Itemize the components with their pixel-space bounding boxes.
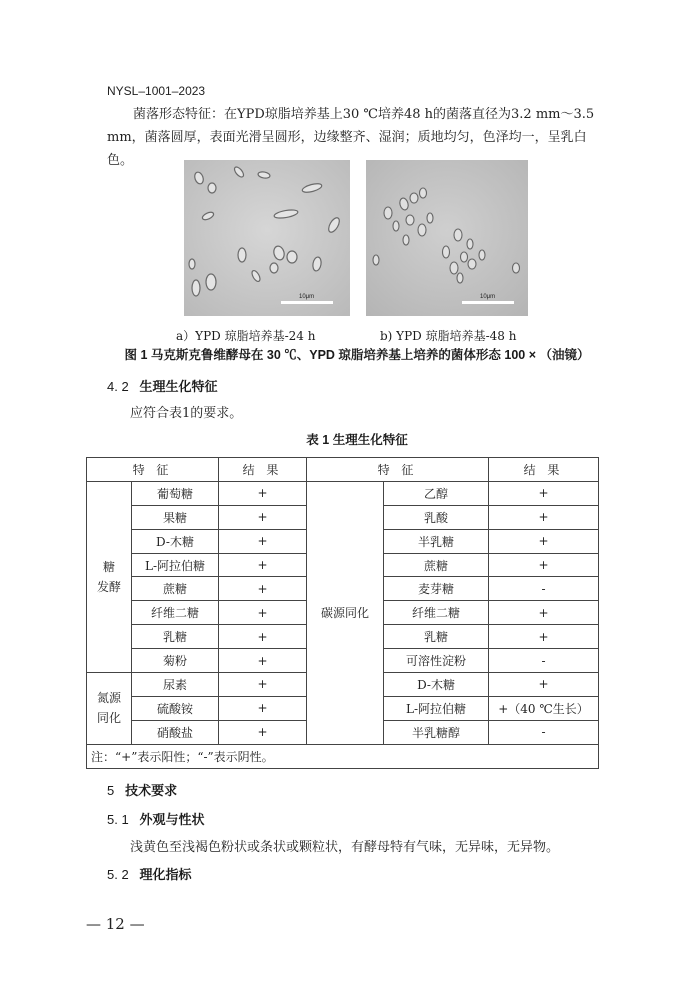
cell-result: + xyxy=(219,625,307,649)
section-number: 4. 2 xyxy=(107,379,129,394)
yeast-cell xyxy=(384,207,392,219)
table-header-row xyxy=(87,458,599,482)
yeast-cell xyxy=(373,255,379,265)
table-title: 表 1 生理生化特征 xyxy=(306,433,408,447)
cell-result: - xyxy=(489,577,599,601)
cell-result: + xyxy=(219,696,307,720)
characteristics-table xyxy=(86,457,599,769)
section-number: 5. 1 xyxy=(107,812,129,827)
section-4-2-text: 应符合表1的要求。 xyxy=(130,406,243,421)
cell-result: + xyxy=(219,481,307,505)
section-5-heading xyxy=(107,780,177,799)
yeast-cell xyxy=(513,263,520,273)
cell-name: 硝酸盐 xyxy=(132,720,219,744)
table-note: 注：“+”表示阳性；“-”表示阴性。 xyxy=(87,744,599,768)
cell-result: + xyxy=(219,601,307,625)
yeast-cell xyxy=(443,246,450,258)
section-number: 5. 2 xyxy=(107,867,129,882)
cell-result: +（40 ℃生长） xyxy=(489,696,599,720)
yeast-cell xyxy=(189,259,195,269)
cell-result: + xyxy=(219,553,307,577)
yeast-cell xyxy=(208,183,216,193)
cell-name: 葡萄糖 xyxy=(132,481,219,505)
yeast-cell xyxy=(206,274,216,290)
cell-result: + xyxy=(219,529,307,553)
cell-result: + xyxy=(489,505,599,529)
section-number: 5 xyxy=(107,783,115,798)
yeast-cell xyxy=(420,188,427,198)
cell-result: + xyxy=(219,720,307,744)
cell-result: - xyxy=(489,720,599,744)
cell-result: + xyxy=(489,601,599,625)
group-label-char: 氮源 xyxy=(96,691,121,706)
yeast-cell xyxy=(192,280,200,296)
caption-b: b) YPD 琼脂培养基-48 h xyxy=(380,329,517,343)
cell-name: L-阿拉伯糖 xyxy=(384,696,489,720)
section-title: 外观与性状 xyxy=(139,812,205,827)
cell-result: - xyxy=(489,649,599,673)
figure-title: 图 1 马克斯克鲁维酵母在 30 ℃、YPD 琼脂培养基上培养的菌体形态 100 × （油镜） xyxy=(124,348,590,362)
section-title: 理化指标 xyxy=(139,867,192,882)
cell-name: 乳糖 xyxy=(384,625,489,649)
cell-name: 乳糖 xyxy=(132,625,219,649)
yeast-cell xyxy=(468,259,476,269)
group-label-char: 发酵 xyxy=(96,579,121,594)
standard-code: NYSL–1001–2023 xyxy=(107,84,206,98)
cell-result: + xyxy=(219,649,307,673)
page-number: — 12 — xyxy=(86,915,145,933)
yeast-cell xyxy=(427,213,433,223)
yeast-cell xyxy=(418,224,426,236)
cell-name: 麦芽糖 xyxy=(384,577,489,601)
yeast-cell xyxy=(454,229,462,241)
scale-bar xyxy=(281,301,333,304)
yeast-cell xyxy=(450,262,458,274)
cell-name: 硫酸铵 xyxy=(132,696,219,720)
cell-name: 菊粉 xyxy=(132,649,219,673)
yeast-cell xyxy=(457,273,463,283)
caption-a: a）YPD 琼脂培养基-24 h xyxy=(176,329,316,343)
yeast-cell xyxy=(403,235,409,245)
section-5-1-text: 浅黄色至浅褐色粉状或条状或颗粒状，有酵母特有气味，无异味，无异物。 xyxy=(130,840,560,855)
group-label-char: 同化 xyxy=(96,711,121,726)
yeast-cell xyxy=(406,215,414,225)
micrograph-a xyxy=(184,160,350,316)
cell-name: 半乳糖醇 xyxy=(384,720,489,744)
section-title: 生理生化特征 xyxy=(139,379,218,394)
cell-name: 蔗糖 xyxy=(384,553,489,577)
yeast-cell xyxy=(287,251,297,263)
yeast-cell xyxy=(410,193,418,203)
yeast-cell xyxy=(467,239,473,249)
cell-name: 尿素 xyxy=(132,673,219,697)
cell-name: D-木糖 xyxy=(384,673,489,697)
cell-name: 乳酸 xyxy=(384,505,489,529)
cell-result: + xyxy=(219,505,307,529)
cell-result: + xyxy=(219,577,307,601)
section-5-2-heading xyxy=(107,864,192,883)
cell-name: 蔗糖 xyxy=(132,577,219,601)
yeast-cell xyxy=(479,250,485,260)
group-label-nitrogen xyxy=(87,673,132,745)
colony-morphology-text: 菌落形态特征：在YPD琼脂培养基上30 ℃培养48 h的菌落直径为3.2 mm～3.5 mm，菌落圆厚，表面光滑呈圆形，边缘整齐、湿润；质地均匀，色泽均一，呈乳白色。 xyxy=(107,107,595,168)
cell-name: 纤维二糖 xyxy=(384,601,489,625)
section-4-2-heading xyxy=(107,376,218,395)
cell-name: D-木糖 xyxy=(132,529,219,553)
cell-result: + xyxy=(489,553,599,577)
header-feature: 特 征 xyxy=(307,458,489,482)
section-5-1-heading xyxy=(107,809,205,828)
micrograph-b xyxy=(366,160,528,316)
cell-name: 纤维二糖 xyxy=(132,601,219,625)
header-result: 结 果 xyxy=(489,458,599,482)
section-title: 技术要求 xyxy=(125,783,178,798)
group-label-fermentation xyxy=(87,481,132,672)
cell-name: 半乳糖 xyxy=(384,529,489,553)
scale-bar xyxy=(462,301,514,304)
cell-result: + xyxy=(489,673,599,697)
yeast-cell xyxy=(270,263,278,273)
yeast-cell xyxy=(238,248,246,262)
cell-result: + xyxy=(489,529,599,553)
cell-name: 可溶性淀粉 xyxy=(384,649,489,673)
scale-bar-label: 10μm xyxy=(480,294,496,300)
table-note-row xyxy=(87,744,599,768)
cell-result: + xyxy=(219,673,307,697)
cell-name: 乙醇 xyxy=(384,481,489,505)
cell-result: + xyxy=(489,481,599,505)
yeast-cell xyxy=(393,221,399,231)
scale-bar-label: 10μm xyxy=(299,294,315,300)
group-label-char: 糖 xyxy=(102,559,115,574)
cell-result: + xyxy=(489,625,599,649)
cell-name: L-阿拉伯糖 xyxy=(132,553,219,577)
cell-name: 果糖 xyxy=(132,505,219,529)
group-label-carbon: 碳源同化 xyxy=(307,481,384,744)
yeast-cell xyxy=(461,252,468,262)
header-feature: 特 征 xyxy=(87,458,219,482)
header-result: 结 果 xyxy=(219,458,307,482)
table-row xyxy=(87,481,599,505)
